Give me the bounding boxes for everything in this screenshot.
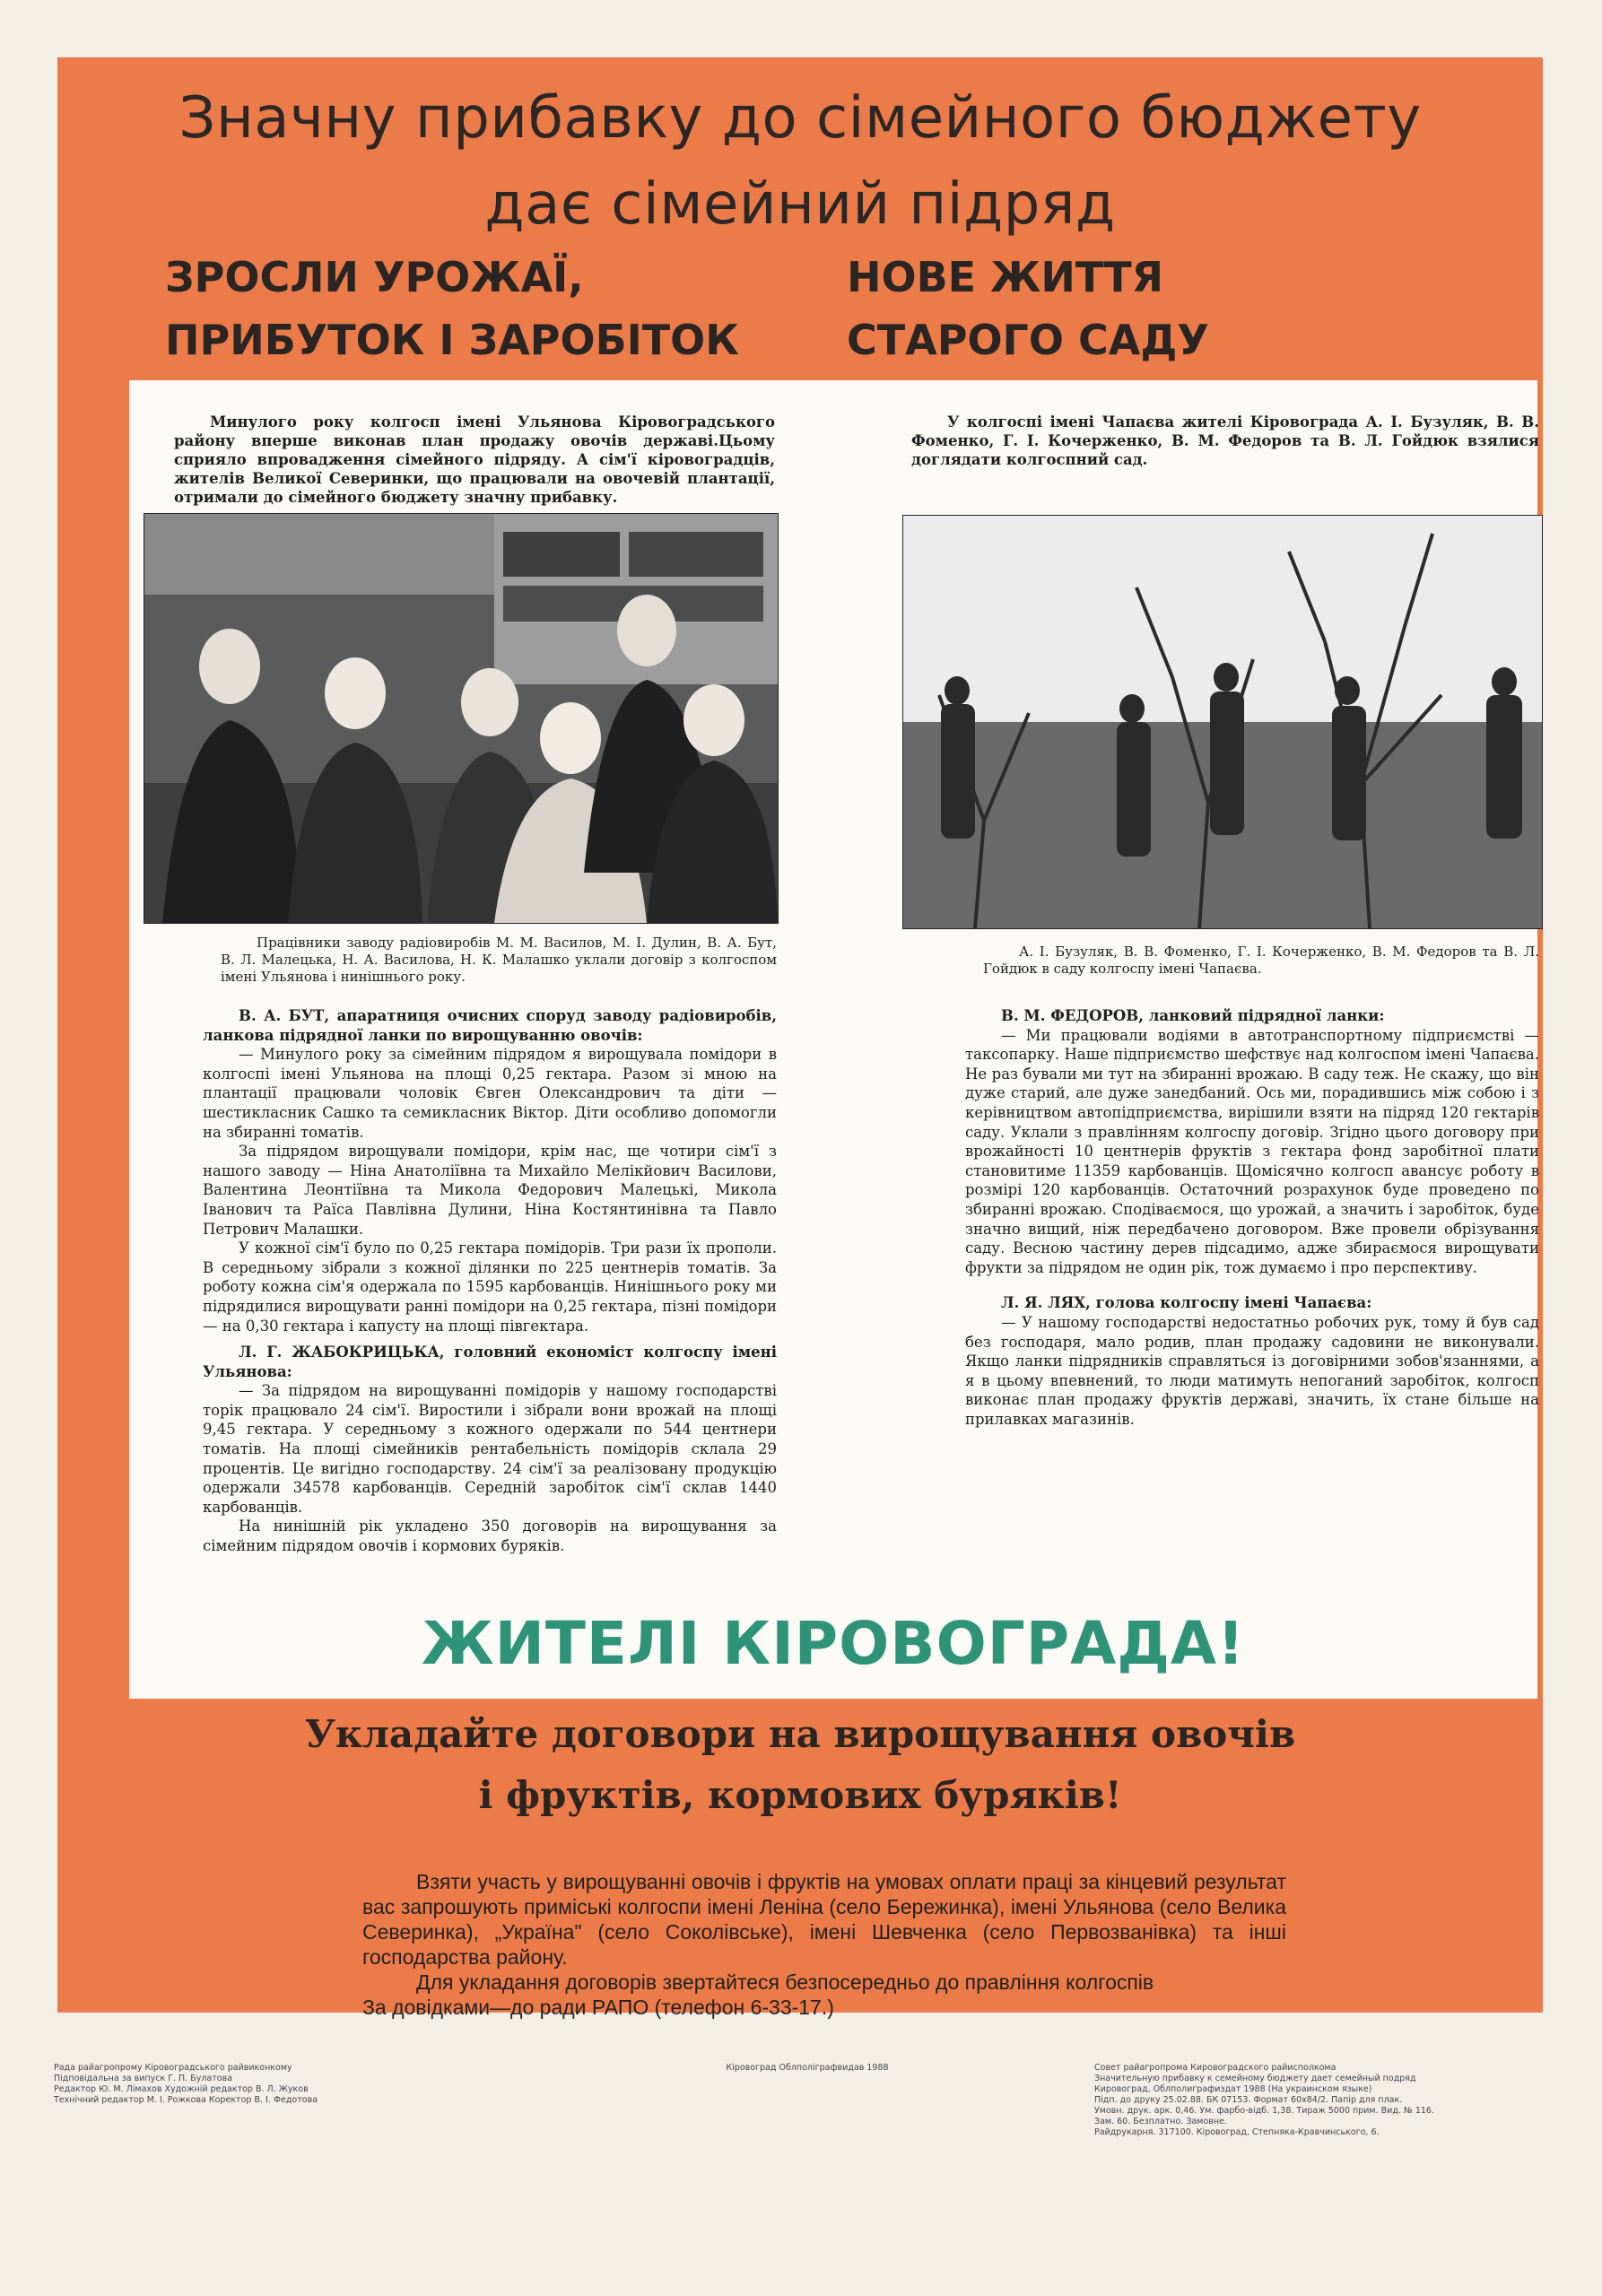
imprint-right-line-3: Кировоград, Облполиграфиздат 1988 (На украинском языке)	[1094, 2084, 1372, 2094]
right-lead-paragraph: У колгоспі імені Чапаєва жителі Кіровограда А. І. Бузуляк, В. В. Фоменко, Г. І. Кочерженко, В. М. Федоров та В. Л. Гойдюк взялися доглядати колгоспний сад.	[911, 413, 1539, 468]
speaker-but	[203, 1006, 777, 1045]
subhead-left	[165, 246, 829, 371]
imprint-right-line-7: Райдрукарня. 317100. Кіровоград, Степняка-Кравчинського, 6.	[1094, 2127, 1380, 2137]
subhead-right-line-2: СТАРОГО САДУ	[847, 316, 1209, 364]
left-paragraph-4: — За підрядом на вирощуванні помідорів у нашому господарстві торік працювало 24 сім'ї. Виростили і зібрали вони врожай на площі 9,45 гектара. У середньому з кожного одержали по 544 центнери томатів. На площі сімейників рентабельність помідорів склала 29 процентів. Це вигідно господарству. 24 сім'ї за реалізовану продукцію одержали 34578 карбованців. Середній заробіток сім'ї склав 1440 карбованців.	[203, 1382, 777, 1516]
right-photo-caption: А. І. Бузуляк, В. В. Фоменко, Г. І. Кочерженко, В. М. Федоров та В. Л. Гойдюк в саду колгоспу імені Чапаєва.	[983, 944, 1539, 977]
photo-factory-workers	[144, 513, 779, 924]
speaker-liakh-name: Л. Я. ЛЯХ,	[1001, 1294, 1091, 1312]
speaker-fedorov	[965, 1006, 1539, 1026]
right-paragraph-1: — Ми працювали водіями в автотранспортному підприємстві — таксопарку. Наше підприємство шефствує над колгоспом імені Чапаєва. Не раз бували ми тут на збиранні врожаю. В саду теж. Не скажу, що він дуже старий, але дуже занедбаний. Ось ми, порадившись між собою і з керівництвом автопідприємства, вирішили взяти на підряд 120 гектарів саду. Уклали з правлінням колгоспу договір. Згідно цього договору при врожайності 10 центнерів фруктів з гектара фонд заробітної плати становитиме 11359 карбованців. Щомісячно колгосп авансує роботу в розмірі 120 карбованців. Остаточний розрахунок буде проведено по збиранні врожаю. Сподіваємося, що урожай, а значить і заробіток, буде значно вищий, ніж передбачено договором. Вже провели обрізування саду. Весною частину дерев підсадимо, адже збираємося вирощувати фрукти за підрядом не один рік, тож думаємо і про перспективу.	[965, 1026, 1539, 1276]
cta-residents: ЖИТЕЛІ КІРОВОГРАДА!	[421, 1609, 1246, 1678]
call-to-action	[57, 1704, 1543, 1826]
imprint-left	[54, 2063, 431, 2106]
call-line-1: Укладайте договори на вирощування овочів	[304, 1712, 1296, 1756]
speaker-liakh	[965, 1293, 1539, 1313]
imprint-right-line-6: Зам. 60. Безплатно. Замовне.	[1094, 2117, 1227, 2126]
imprint-left-line-3: Редактор Ю. М. Лімахов Художній редактор В. Л. Жуков	[54, 2084, 309, 2094]
imprint-center	[700, 2063, 915, 2074]
headline-line-1: Значну прибавку до сімейного бюджету	[178, 85, 1422, 152]
left-paragraph-5: На нинішній рік укладено 350 договорів на вирощування за сімейним підрядом овочів і кормових буряків.	[203, 1518, 777, 1555]
speaker-zhabokrytska-name: Л. Г. ЖАБОКРИЦЬКА,	[239, 1344, 445, 1361]
subhead-left-line-2: ПРИБУТОК І ЗАРОБІТОК	[165, 316, 739, 364]
subhead-right	[847, 246, 1475, 371]
notice	[362, 1869, 1286, 2020]
notice-paragraph-3: За довідками—до ради РАПО (телефон 6-33-17.)	[362, 1996, 834, 2019]
speaker-fedorov-name: В. М. ФЕДОРОВ,	[1001, 1007, 1144, 1024]
subhead-right-line-1: НОВЕ ЖИТТЯ	[847, 253, 1164, 301]
speaker-but-role: апаратниця очисних споруд заводу радіовиробів, ланкова підрядної ланки по вирощуванню овочів:	[203, 1007, 778, 1044]
speaker-fedorov-role: ланковий підрядної ланки:	[1148, 1007, 1385, 1024]
left-lead-paragraph: Минулого року колгосп імені Ульянова Кіровоградського району вперше виконав план продажу овочів державі.Цьому сприяло впровадження сімейного підряду. А сім'ї кіровоградців, жителів Великої Северинки, що працювали на овочевій плантації, отримали до сімейного бюджету значну прибавку.	[174, 413, 775, 506]
notice-paragraph-2: Для укладання договорів звертайтеся безпосередньо до правління колгоспів	[416, 1970, 1154, 1994]
imprint-right-line-2: Значительную прибавку к семейному бюджету дает семейный подряд	[1094, 2074, 1416, 2083]
imprint-left-line-2: Підповідальна за випуск Г. П. Булатова	[54, 2074, 233, 2083]
imprint-left-line-4: Технічний редактор М. І. Рожкова Коректор В. І. Федотова	[54, 2095, 318, 2105]
left-paragraph-1: — Минулого року за сімейним підрядом я вирощувала помідори в колгоспі імені Ульянова на площі 0,25 гектара. Разом зі мною на плантації працювали чоловік Євген Олександрович та діти — шестикласник Сашко та семикласник Віктор. Діти особливо допомогли на збиранні томатів.	[203, 1046, 777, 1141]
photo-orchard-workers	[902, 515, 1543, 929]
right-paragraph-2: — У нашому господарстві недостатньо робочих рук, тому й був сад без господаря, мало родив, план продажу садовини не виконували. Якщо ланки підрядників справляться із договірними зобов'язаннями, а я в цьому впевнений, то люди матимуть непоганий заробіток, колгосп виконає план продажу фруктів державі, значить, їх стане більше на прилавках магазинів.	[965, 1313, 1539, 1428]
left-paragraph-3: У кожної сім'ї було по 0,25 гектара помідорів. Три рази їх прополи. В середньому зібрали з кожної ділянки по 225 центнерів томатів. За роботу кожна сім'я одержала по 1595 карбованців. Нинішнього року ми підрядилися вирощувати ранні помідори на 0,25 гектара, пізні помідори — на 0,30 гектара і капусту на площі півгектара.	[203, 1239, 777, 1335]
notice-paragraph-1: Взяти участь у вирощуванні овочів і фруктів на умовах оплати праці за кінцевий результат вас запрошують приміські колгоспи імені Леніна (село Бережинка), імені Ульянова (село Велика Северинка), „Україна" (село Соколівське), імені Шевченка (село Первозванівка) та інші господарства району.	[362, 1870, 1286, 1969]
imprint-center-line: Кіровоград Облполіграфвидав 1988	[726, 2063, 889, 2073]
call-line-2: і фруктів, кормових буряків!	[478, 1773, 1122, 1817]
headline-line-2: дає сімейний підряд	[484, 171, 1116, 238]
left-interviews	[203, 999, 777, 1556]
speaker-zhabokrytska	[203, 1343, 777, 1381]
left-photo-caption: Працівники заводу радіовиробів М. М. Василов, М. І. Дулин, В. А. Бут, В. Л. Малецька, Н. А. Василова, Н. К. Малашко уклали договір з колгоспом імені Ульянова і нинішнього року.	[221, 935, 777, 985]
speaker-but-name: В. А. БУТ,	[239, 1007, 330, 1024]
imprint-right	[1094, 2063, 1516, 2138]
right-interviews	[965, 999, 1539, 1429]
subhead-left-line-1: ЗРОСЛИ УРОЖАЇ,	[165, 253, 584, 301]
imprint-left-line-1: Рада райагропрому Кіровоградського райвиконкому	[54, 2063, 292, 2073]
imprint-right-line-1: Совет райагропрома Кировоградского райисполкома	[1094, 2063, 1336, 2073]
left-paragraph-2: За підрядом вирощували помідори, крім нас, ще чотири сім'ї з нашого заводу — Ніна Анатоліївна та Михайло Мелікйович Василови, Валентина Леонтіївна та Микола Федорович Малецькі, Микола Іванович та Раїса Павлівна Дулини, Ніна Костянтинівна та Павло Петрович Малашки.	[203, 1143, 777, 1238]
headline	[57, 75, 1543, 248]
poster	[57, 57, 1543, 2019]
imprint-right-line-4: Підп. до друку 25.02.88. БК 07153. Формат 60х84/2. Папір для плак.	[1094, 2095, 1403, 2105]
speaker-zhabokrytska-role: головний економіст колгоспу імені Ульянова:	[203, 1344, 777, 1380]
imprint-right-line-5: Умовн. друк. арк. 0,46. Ум. фарбо-відб. 1,38. Тираж 5000 прим. Вид. № 116.	[1094, 2106, 1434, 2116]
article-panel	[129, 380, 1537, 1699]
speaker-liakh-role: голова колгоспу імені Чапаєва:	[1095, 1294, 1372, 1312]
